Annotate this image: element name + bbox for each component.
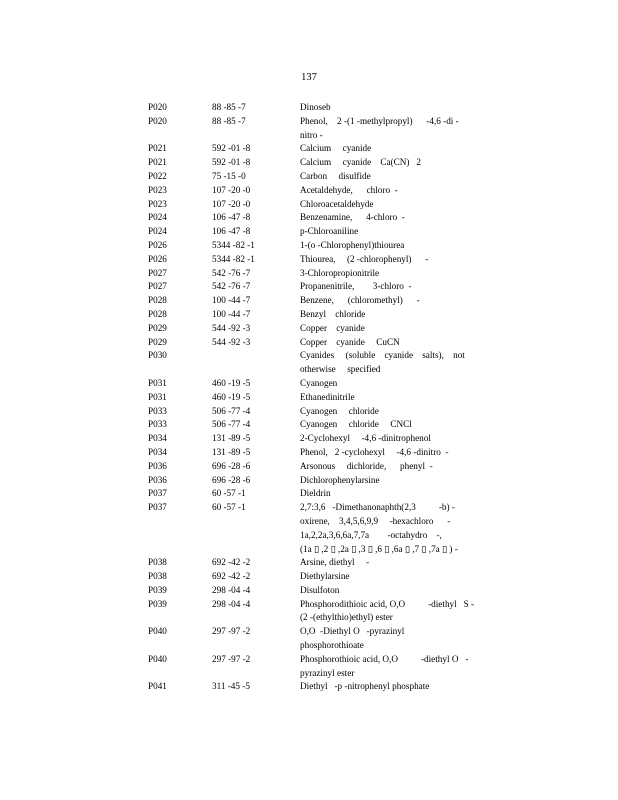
substance-name-line: Cyanides (soluble cyanide salts), not [300, 350, 465, 361]
table-row [148, 239, 508, 253]
substance-name-cell [300, 432, 490, 446]
table-row [148, 267, 508, 281]
cas-number-cell: 506 -77 -4 [212, 405, 251, 416]
substance-name-cell [300, 280, 490, 294]
table-row [148, 349, 508, 377]
substance-name-line: Copper cyanide CuCN [300, 336, 400, 347]
cas-number-cell: 592 -01 -8 [212, 157, 251, 168]
substance-name-line: Copper cyanide [300, 322, 365, 333]
substance-name-line: O,O -Diethyl O -pyrazinyl [300, 626, 405, 637]
waste-code-cell: P033 [148, 405, 167, 416]
waste-code-cell: P034 [148, 446, 167, 457]
table-row [148, 377, 508, 391]
table-row [148, 225, 508, 239]
substance-name-cell [300, 225, 490, 239]
waste-code-cell: P037 [148, 502, 167, 513]
waste-code-cell: P020 [148, 102, 167, 112]
waste-code-cell: P027 [148, 267, 167, 278]
waste-code-cell: P039 [148, 598, 167, 609]
waste-code-cell: P021 [148, 157, 167, 168]
cas-number-cell: 696 -28 -6 [212, 474, 251, 485]
cas-number-cell: 298 -04 -4 [212, 598, 251, 609]
cas-number-cell: 297 -97 -2 [212, 653, 251, 664]
waste-code-cell: P023 [148, 184, 167, 195]
substance-name-line: 2-Cyclohexyl -4,6 -dinitrophenol [300, 433, 431, 444]
substance-name-line: Chloroacetaldehyde [300, 198, 374, 209]
cas-number-cell: 106 -47 -8 [212, 226, 251, 237]
waste-code-cell: P036 [148, 474, 167, 485]
substance-name-line: Arsonous dichloride, phenyl - [300, 460, 433, 471]
substance-name-cell [300, 198, 490, 212]
cas-number-cell: 311 -45 -5 [212, 681, 250, 692]
substance-name-cell [300, 294, 490, 308]
cas-number-cell: 100 -44 -7 [212, 308, 251, 319]
substance-name-line: Diethyl -p -nitrophenyl phosphate [300, 681, 430, 692]
table-row [148, 653, 508, 681]
substance-name-line: 1-(o -Chlorophenyl)thiourea [300, 239, 405, 250]
table-row [148, 625, 508, 653]
table-row [148, 487, 508, 501]
substance-name-cell [300, 487, 490, 501]
substance-name-line: Benzenamine, 4-chloro - [300, 212, 405, 223]
substance-name-cell [300, 156, 490, 170]
waste-code-cell: P040 [148, 653, 167, 664]
substance-name-cell [300, 322, 490, 336]
substance-name-cell [300, 391, 490, 405]
waste-code-cell: P024 [148, 226, 167, 237]
cas-number-cell: 696 -28 -6 [212, 460, 251, 471]
waste-code-cell: P037 [148, 488, 167, 499]
cas-number-cell: 60 -57 -1 [212, 502, 246, 513]
substance-name-cell [300, 501, 490, 556]
table-row [148, 211, 508, 225]
table-row [148, 101, 508, 115]
table-row [148, 446, 508, 460]
substance-name-line: (2 -(ethylthio)ethyl) ester [300, 612, 393, 623]
cas-number-cell: 542 -76 -7 [212, 267, 251, 278]
table-row [148, 156, 508, 170]
waste-code-cell: P021 [148, 143, 167, 154]
cas-number-cell: 460 -19 -5 [212, 391, 251, 402]
cas-number-cell: 107 -20 -0 [212, 184, 251, 195]
cas-number-cell: 88 -85 -7 [212, 115, 246, 126]
table-row [148, 308, 508, 322]
waste-code-cell: P039 [148, 584, 167, 595]
substance-name-cell [300, 653, 490, 681]
substance-name-line: Thiourea, (2 -chlorophenyl) - [300, 253, 429, 264]
table-row [148, 142, 508, 156]
substance-name-line: Cyanogen [300, 377, 338, 388]
waste-code-cell: P033 [148, 419, 167, 430]
cas-number-cell: 592 -01 -8 [212, 143, 251, 154]
substance-name-line: Phosphorodithioic acid, O,O -diethyl S - [300, 598, 475, 609]
substance-name-line: 1a,2,2a,3,6,6a,7,7a -octahydro -, [300, 529, 442, 540]
cas-number-cell: 5344 -82 -1 [212, 239, 255, 250]
table-row [148, 556, 508, 570]
waste-code-cell: P028 [148, 308, 167, 319]
cas-number-cell: 106 -47 -8 [212, 212, 251, 223]
cas-number-cell: 75 -15 -0 [212, 170, 246, 181]
table-row [148, 170, 508, 184]
cas-number-cell: 107 -20 -0 [212, 198, 251, 209]
substance-name-cell [300, 184, 490, 198]
waste-code-cell: P023 [148, 198, 167, 209]
table-row [148, 198, 508, 212]
substance-name-cell [300, 377, 490, 391]
substance-name-cell [300, 460, 490, 474]
substance-name-line: Benzyl chloride [300, 308, 366, 319]
table-row [148, 584, 508, 598]
substance-name-line: Carbon disulfide [300, 170, 371, 181]
table-row [148, 322, 508, 336]
substance-name-cell [300, 680, 490, 694]
substance-name-line: Dichlorophenylarsine [300, 474, 380, 485]
substance-name-cell [300, 142, 490, 156]
substance-name-cell [300, 556, 490, 570]
substance-name-cell [300, 253, 490, 267]
substance-name-line: p-Chloroaniline [300, 226, 359, 237]
waste-code-cell: P036 [148, 460, 167, 471]
substance-name-line: Dinoseb [300, 102, 331, 112]
substance-name-line: Cyanogen chloride CNCl [300, 419, 412, 430]
table-row [148, 474, 508, 488]
waste-code-cell: P024 [148, 212, 167, 223]
substance-name-cell [300, 584, 490, 598]
waste-code-cell: P020 [148, 115, 167, 126]
substance-name-cell [300, 625, 490, 653]
cas-number-cell: 544 -92 -3 [212, 336, 251, 347]
table-row [148, 280, 508, 294]
cas-number-cell: 506 -77 -4 [212, 419, 251, 430]
waste-code-cell: P029 [148, 322, 167, 333]
waste-code-cell: P027 [148, 281, 167, 292]
page-number: 137 [301, 72, 317, 83]
substance-name-line: nitro - [300, 129, 323, 140]
table-row [148, 405, 508, 419]
substance-name-line: (1a ▯ ,2 ▯ ,2a ▯ ,3 ▯ ,6 ▯ ,6a ▯ ,7 ▯ ,7a ▯ ) - [300, 543, 458, 554]
substance-name-cell [300, 101, 490, 115]
cas-number-cell: 60 -57 -1 [212, 488, 246, 499]
substance-name-line: Calcium cyanide [300, 143, 372, 154]
substance-name-cell [300, 211, 490, 225]
cas-number-cell: 5344 -82 -1 [212, 253, 255, 264]
table-row [148, 501, 508, 556]
cas-number-cell: 298 -04 -4 [212, 584, 251, 595]
waste-code-cell: P026 [148, 253, 167, 264]
substance-name-line: otherwise specified [300, 364, 381, 375]
waste-code-cell: P034 [148, 433, 167, 444]
substance-name-line: Dieldrin [300, 488, 331, 499]
table-row [148, 460, 508, 474]
cas-number-cell: 100 -44 -7 [212, 295, 251, 306]
waste-code-cell: P040 [148, 626, 167, 637]
substance-name-line: Acetaldehyde, chloro - [300, 184, 398, 195]
substance-name-line: Phenol, 2 -cyclohexyl -4,6 -dinitro - [300, 446, 449, 457]
cas-number-cell: 692 -42 -2 [212, 557, 251, 568]
cas-number-cell: 88 -85 -7 [212, 102, 246, 112]
table-row [148, 418, 508, 432]
substance-name-cell [300, 446, 490, 460]
table-row [148, 680, 508, 694]
cas-number-cell: 297 -97 -2 [212, 626, 251, 637]
substance-name-cell [300, 239, 490, 253]
cas-number-cell: 131 -89 -5 [212, 446, 251, 457]
substance-name-line: Cyanogen chloride [300, 405, 379, 416]
substance-name-cell [300, 267, 490, 281]
substance-name-cell [300, 474, 490, 488]
waste-code-cell: P028 [148, 295, 167, 306]
substance-name-line: Arsine, diethyl - [300, 557, 370, 568]
substance-name-line: Disulfoton [300, 584, 340, 595]
table-row [148, 432, 508, 446]
substance-name-line: Ethanedinitrile [300, 391, 355, 402]
substance-name-line: 3-Chloropropionitrile [300, 267, 380, 278]
table-row [148, 253, 508, 267]
substance-name-cell [300, 170, 490, 184]
substance-name-line: phosphorothioate [300, 640, 364, 651]
substance-name-line: Calcium cyanide Ca(CN) 2 [300, 157, 421, 168]
substance-name-cell [300, 598, 490, 626]
waste-code-cell: P031 [148, 391, 167, 402]
table-row [148, 294, 508, 308]
substance-name-cell [300, 349, 490, 377]
substance-name-cell [300, 405, 490, 419]
substance-name-line: Benzene, (chloromethyl) - [300, 295, 420, 306]
substance-name-line: oxirene, 3,4,5,6,9,9 -hexachloro - [300, 515, 451, 526]
table-row [148, 598, 508, 626]
waste-code-cell: P038 [148, 557, 167, 568]
substance-name-line: Phosphorothioic acid, O,O -diethyl O - [300, 653, 469, 664]
cas-number-cell: 460 -19 -5 [212, 377, 251, 388]
cas-number-cell: 544 -92 -3 [212, 322, 251, 333]
waste-code-cell: P029 [148, 336, 167, 347]
table-row [148, 336, 508, 350]
table-row [148, 115, 508, 143]
waste-code-cell: P022 [148, 170, 167, 181]
substance-name-cell [300, 115, 490, 143]
table-row [148, 391, 508, 405]
waste-code-cell: P031 [148, 377, 167, 388]
waste-code-cell: P026 [148, 239, 167, 250]
substance-name-line: Phenol, 2 -(1 -methylpropyl) -4,6 -di - [300, 115, 459, 126]
substance-name-cell [300, 336, 490, 350]
cas-number-cell: 542 -76 -7 [212, 281, 251, 292]
cas-number-cell: 131 -89 -5 [212, 433, 251, 444]
cas-number-cell: 692 -42 -2 [212, 571, 251, 582]
waste-code-cell: P041 [148, 681, 167, 692]
substance-name-line: pyrazinyl ester [300, 667, 355, 678]
waste-code-cell: P038 [148, 571, 167, 582]
table-row [148, 184, 508, 198]
waste-code-cell: P030 [148, 350, 167, 361]
substance-name-cell [300, 308, 490, 322]
substance-name-line: Propanenitrile, 3-chloro - [300, 281, 412, 292]
substance-name-line: 2,7:3,6 -Dimethanonaphth(2,3 -b) - [300, 502, 455, 513]
substance-name-cell [300, 570, 490, 584]
cas-number-cell [212, 349, 300, 377]
table-row [148, 570, 508, 584]
substance-name-line: Diethylarsine [300, 571, 350, 582]
hazardous-waste-table [148, 101, 508, 694]
substance-name-cell [300, 418, 490, 432]
